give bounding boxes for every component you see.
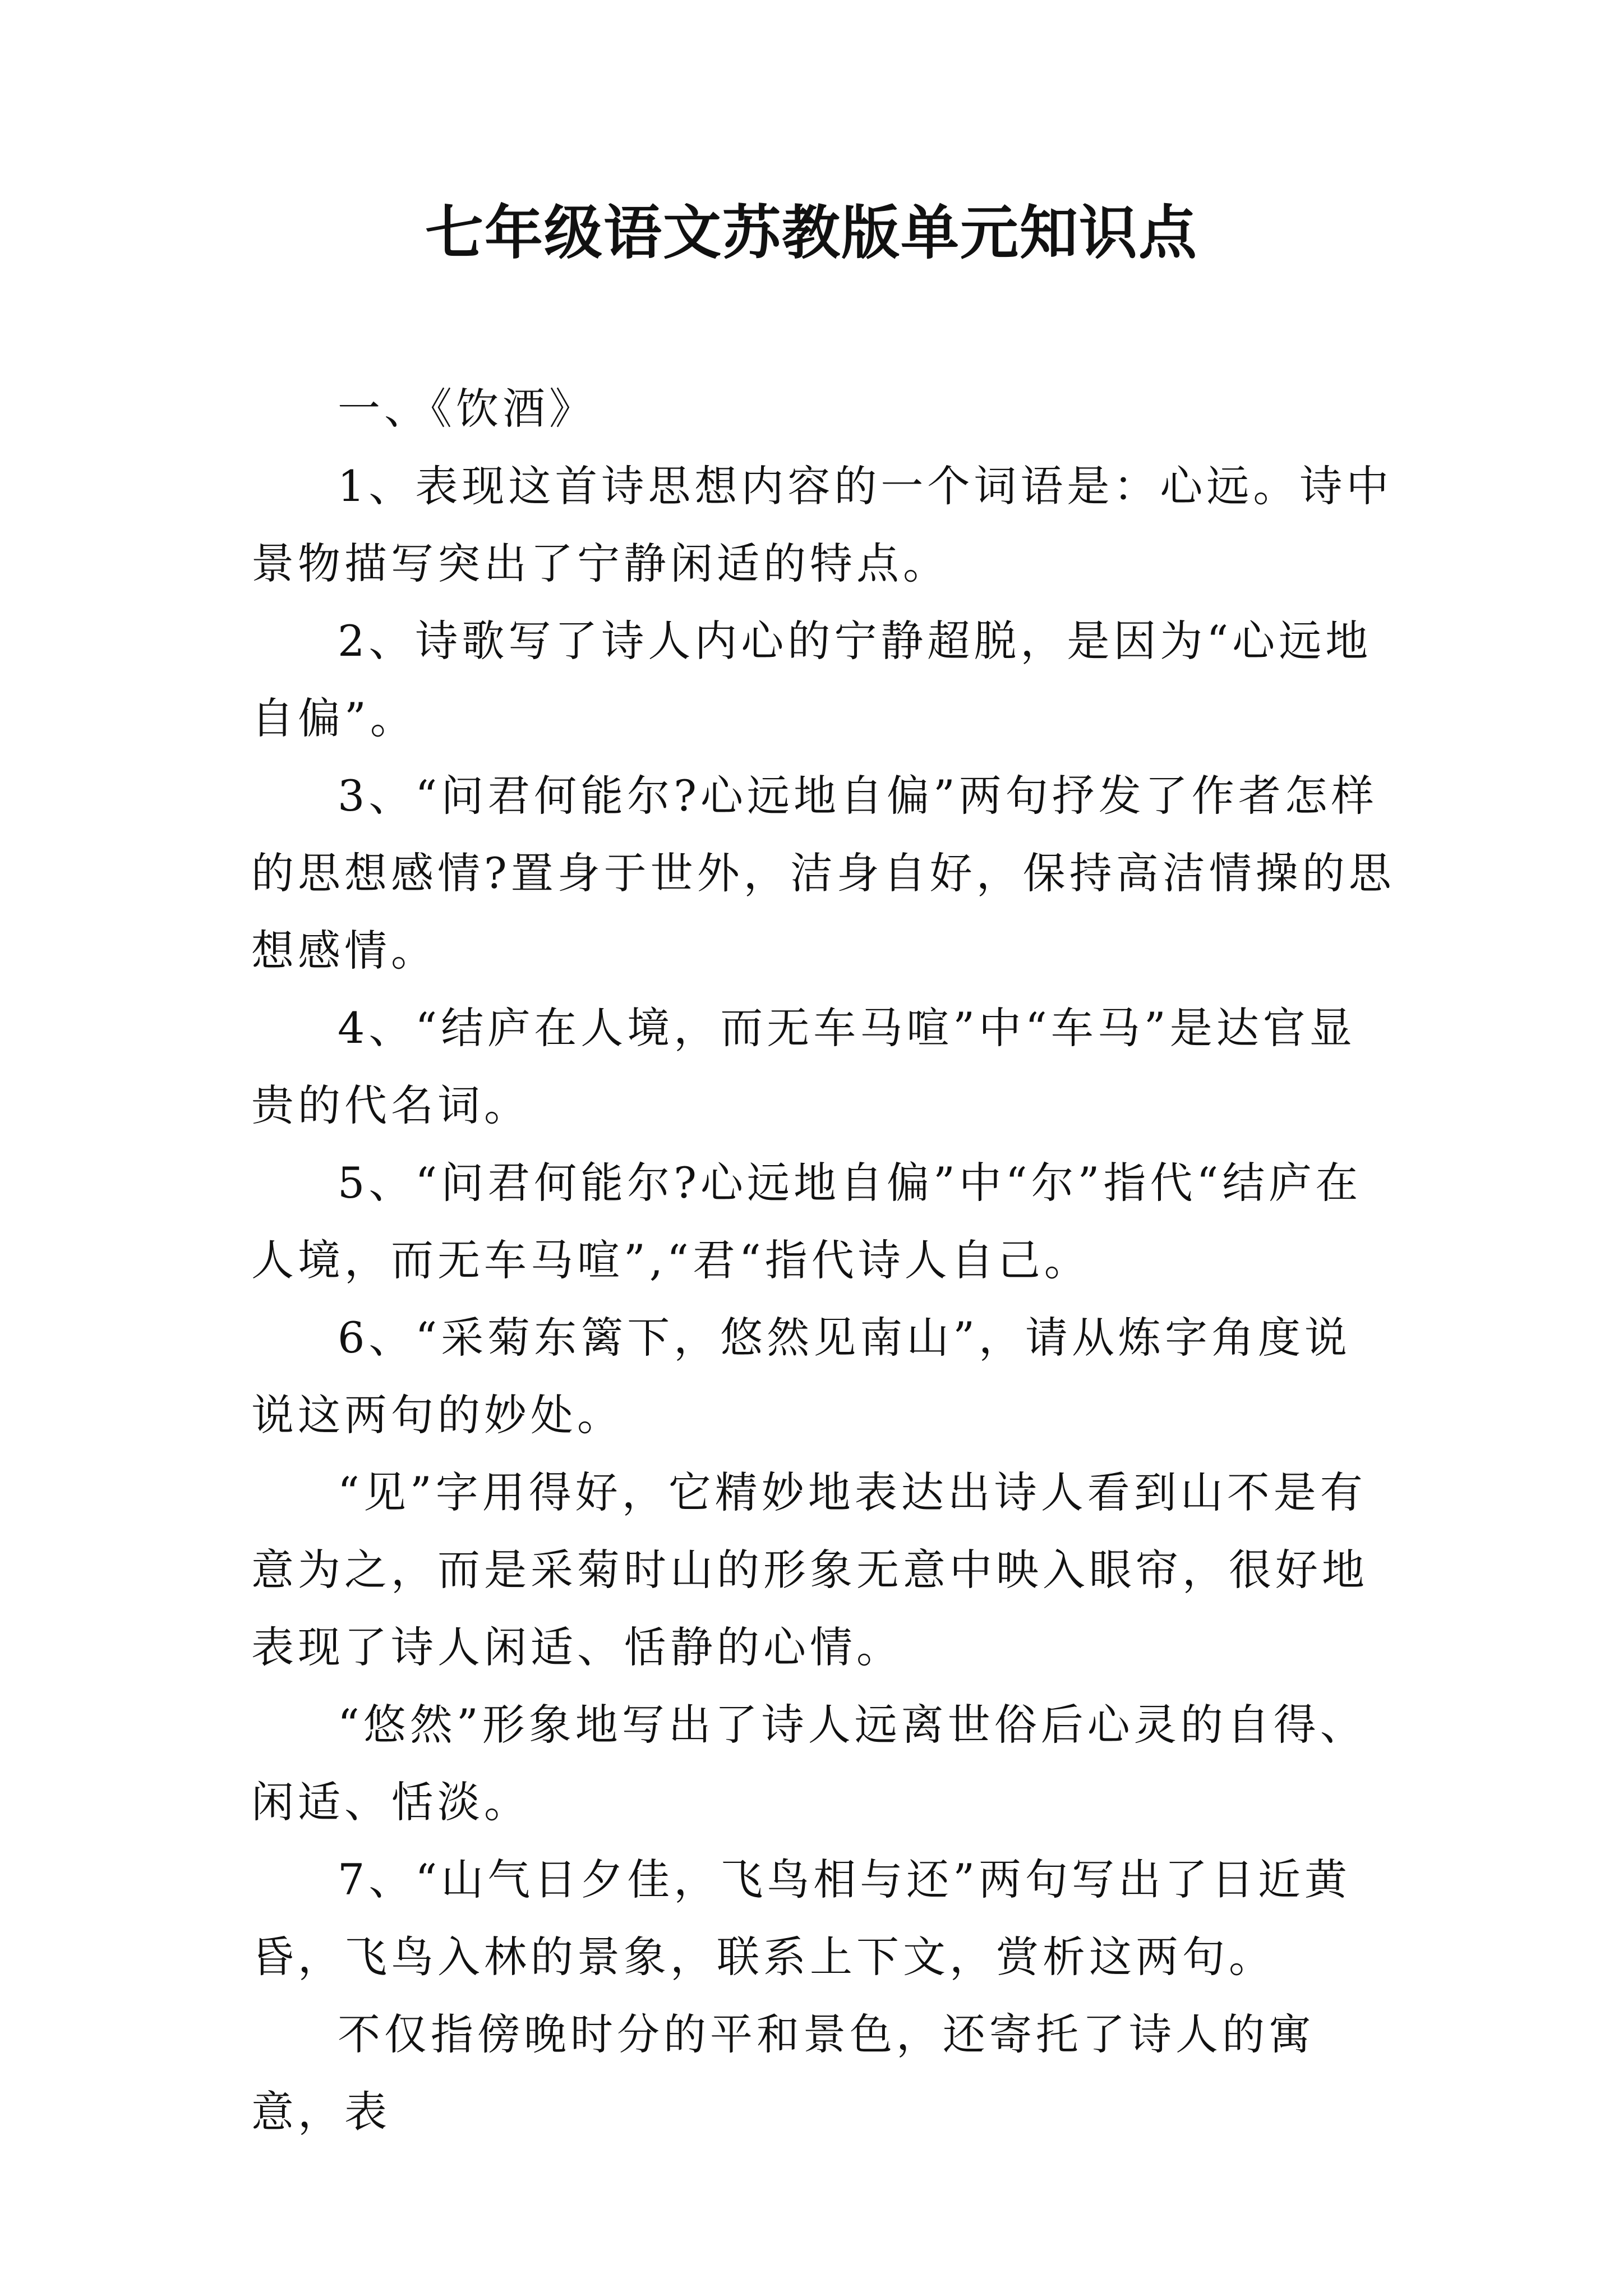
paragraph: 不仅指傍晚时分的平和景色，还寄托了诗人的寓意，表	[251, 2009, 1315, 2137]
paragraph: 2、诗歌写了诗人内心的宁静超脱，是因为“心远地自偏”。	[251, 616, 1372, 743]
section-heading: 一、《饮酒》	[338, 384, 596, 434]
paragraph: 5、“问君何能尔?心远地自偏”中“尔”指代“结庐在人境，而无车马喧”,“君“指代诗人自己。	[251, 1158, 1362, 1285]
page-title: 七年级语文苏教版单元知识点	[425, 198, 1198, 267]
paragraph: 3、“问君何能尔?心远地自偏”两句抒发了作者怎样的思想感情?置身于世外，洁身自好，保持高洁情操的思想感情。	[251, 771, 1395, 976]
paragraph: “见”字用得好，它精妙地表达出诗人看到山不是有意为之，而是采菊时山的形象无意中映入眼帘，很好地表现了诗人闲适、恬静的心情。	[251, 1467, 1368, 1672]
paragraph: 7、“山气日夕佳，飞鸟相与还”两句写出了日近黄昏，飞鸟入林的景象，联系上下文，赏析这两句。	[251, 1855, 1352, 1982]
paragraph: 6、“采菊东篱下，悠然见南山”，请从炼字角度说说这两句的妙处。	[251, 1313, 1352, 1440]
paragraph: “悠然”形象地写出了诗人远离世俗后心灵的自得、闲适、恬淡。	[251, 1700, 1367, 1827]
paragraph: 1、表现这首诗思想内容的一个词语是：心远。诗中景物描写突出了宁静闲适的特点。	[251, 461, 1393, 588]
document-body	[251, 370, 1395, 2151]
paragraph: 4、“结庐在人境，而无车马喧”中“车马”是达官显贵的代名词。	[251, 1003, 1356, 1130]
